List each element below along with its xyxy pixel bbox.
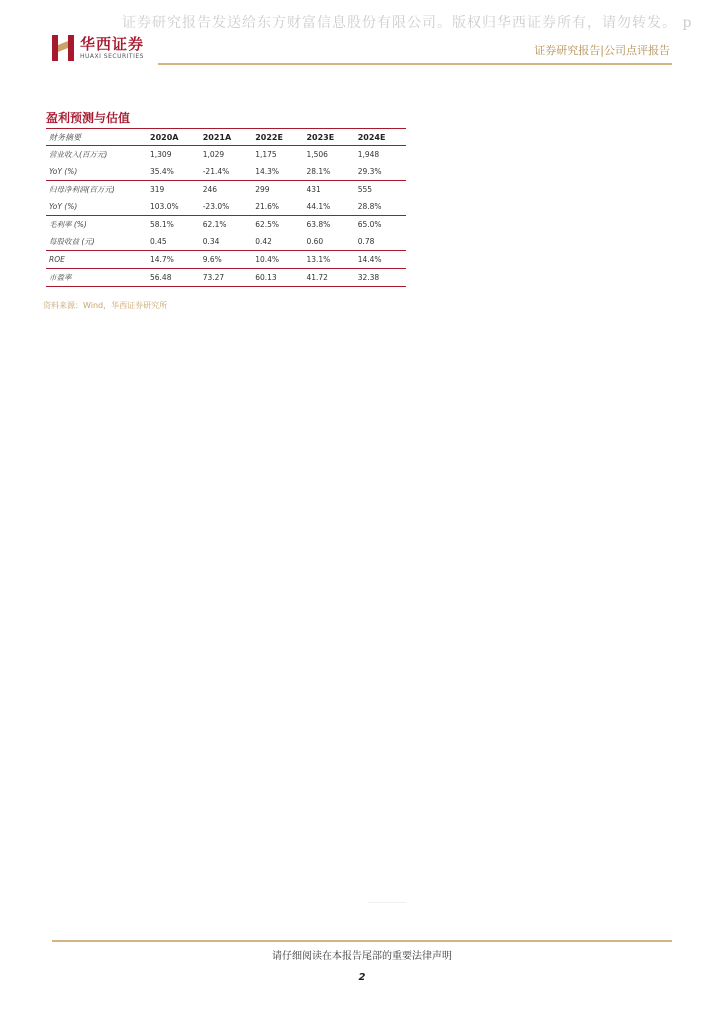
page-number: 2 (358, 972, 366, 983)
table-cell: 44.1% (306, 202, 331, 211)
year-header: 2020A (150, 132, 179, 142)
table-cell: 0.45 (150, 237, 167, 246)
company-logo (52, 35, 144, 61)
row-label: 归母净利润(百万元) (49, 185, 115, 194)
huaxi-logo-icon (52, 35, 74, 61)
table-cell: 73.27 (202, 273, 225, 282)
table-cell: 56.48 (150, 273, 172, 282)
table-cell: 1,175 (255, 150, 277, 159)
table-cell: 0.78 (357, 237, 375, 246)
table-row (46, 181, 406, 199)
table-cell: 431 (306, 185, 321, 194)
row-label: 营业收入(百万元) (49, 150, 108, 159)
logo-en-text: HUAXI SECURITIES (80, 52, 144, 60)
table-cell: 103.0% (150, 202, 179, 211)
table-cell: 10.4% (255, 255, 280, 264)
table-cell: 1,029 (202, 150, 225, 159)
table-cell: 32.38 (357, 273, 380, 282)
table-cell: 555 (357, 185, 373, 194)
year-header: 2023E (306, 132, 335, 142)
table-row (46, 163, 406, 181)
table-cell: 28.8% (357, 202, 382, 211)
table-row (46, 233, 406, 251)
report-type: 证券研究报告|公司点评报告 (534, 44, 670, 57)
table-cell: 1,948 (357, 150, 380, 159)
table-cell: 14.4% (357, 255, 382, 264)
table-cell: 0.42 (255, 237, 272, 246)
table-cell: 35.4% (150, 167, 174, 176)
table-cell: 58.1% (150, 220, 174, 229)
financial-summary-table (46, 128, 406, 287)
table-row (46, 216, 406, 234)
row-label: 毛利率 (%) (49, 220, 87, 229)
table-cell: 13.1% (306, 255, 331, 264)
table-cell: 63.8% (306, 220, 331, 229)
header-divider (158, 63, 672, 65)
section-title: 盈利预测与估值 (46, 111, 131, 125)
table-cell: 62.5% (255, 220, 280, 229)
table-cell: 28.1% (306, 167, 331, 176)
table-cell: 41.72 (306, 273, 328, 282)
year-header: 2021A (202, 132, 232, 142)
footer-divider (52, 940, 672, 942)
year-header: 2024E (357, 132, 386, 142)
faint-divider (368, 902, 406, 903)
row-label: YoY (%) (49, 202, 78, 211)
table-cell: -23.0% (202, 202, 230, 211)
row-label: YoY (%) (49, 167, 78, 176)
table-cell: -21.4% (202, 167, 230, 176)
legal-disclaimer: 请仔细阅读在本报告尾部的重要法律声明 (272, 951, 452, 962)
table-cell: 0.34 (202, 237, 220, 246)
row-label: 市盈率 (49, 273, 72, 282)
year-header: 2022E (255, 132, 283, 142)
metric-header: 财务摘要 (49, 132, 81, 142)
table-cell: 0.60 (306, 237, 324, 246)
table-cell: 65.0% (357, 220, 382, 229)
table-cell: 246 (202, 185, 218, 194)
table-cell: 60.13 (255, 273, 277, 282)
table-cell: 1,309 (150, 150, 172, 159)
table-row (46, 251, 406, 269)
table-cell: 14.3% (255, 167, 280, 176)
table-row (46, 146, 406, 164)
table-cell: 62.1% (202, 220, 227, 229)
table-cell: 14.7% (150, 255, 174, 264)
table-cell: 9.6% (202, 255, 222, 264)
table-cell: 21.6% (255, 202, 280, 211)
table-row (46, 269, 406, 287)
table-row (46, 198, 406, 216)
row-label: 每股收益 (元) (49, 237, 95, 246)
table-cell: 299 (255, 185, 270, 194)
table-cell: 319 (150, 185, 165, 194)
row-label: ROE (49, 255, 65, 264)
watermark-text: 证券研究报告发送给东方财富信息股份有限公司。版权归华西证券所有，请勿转发。 p (122, 15, 693, 31)
table-cell: 29.3% (357, 167, 382, 176)
table-header-row (46, 129, 406, 146)
table-cell: 1,506 (306, 150, 328, 159)
logo-cn-text: 华西证券 (80, 34, 145, 53)
data-source-note: 资料来源：Wind，华西证券研究所 (43, 301, 168, 310)
